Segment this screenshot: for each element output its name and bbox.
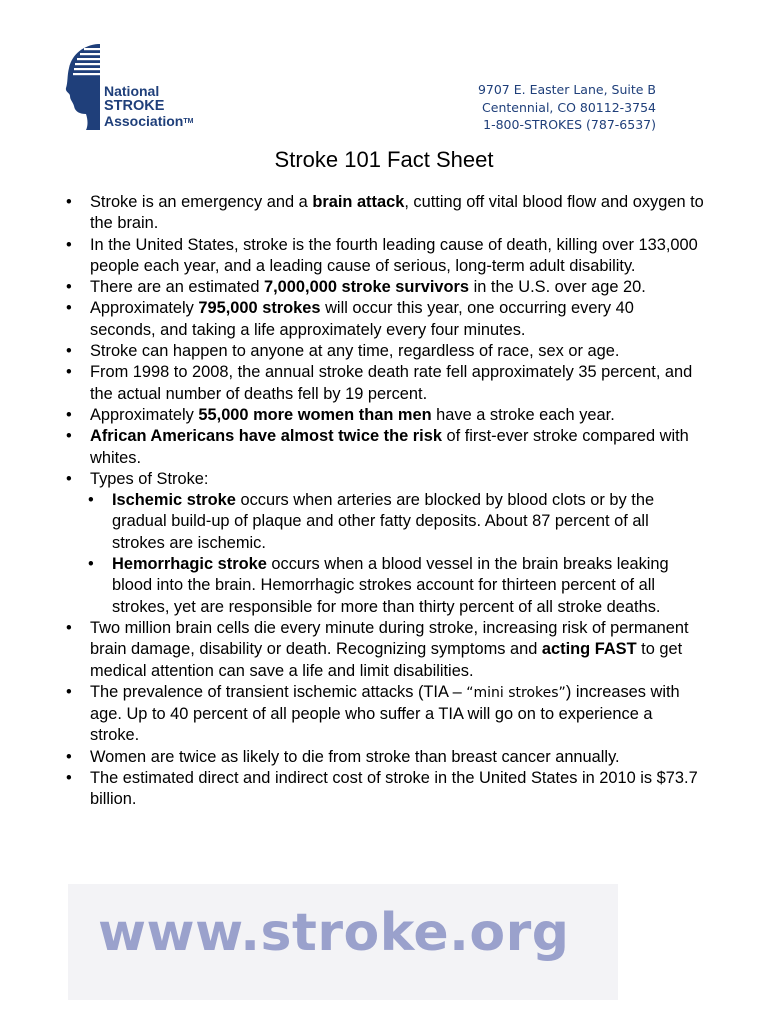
fact-text: The prevalence of transient ischemic attacks (TIA – [90, 682, 467, 701]
fact-item [64, 747, 704, 768]
fact-text: of first-ever stroke compared with whites. [90, 427, 689, 467]
org-name-line1: National [104, 83, 160, 99]
fact-item-types [64, 469, 704, 490]
fact-list [64, 192, 704, 811]
fact-item [64, 405, 704, 426]
org-name-line3 [104, 114, 193, 129]
fact-text: ) increases with age. Up to 40 percent of all people who suffer a TIA will go on to experience a stroke. [90, 682, 680, 745]
org-name-association: Association [104, 113, 184, 129]
fact-text: will occur this year, one occurring every 40 seconds, and taking a life approximately every four minutes. [90, 299, 634, 339]
stroke-type-name: Hemorrhagic stroke [112, 555, 267, 574]
fact-emphasis: 55,000 more women than men [198, 405, 432, 424]
fact-text: Women are twice as likely to die from stroke than breast cancer annually. [90, 747, 620, 766]
fact-item [64, 235, 704, 278]
fact-item [64, 682, 704, 747]
fact-emphasis: brain attack [312, 193, 405, 211]
fact-text: have a stroke each year. [431, 405, 615, 424]
fact-emphasis: acting FAST [541, 640, 637, 659]
fact-text: Stroke is an emergency and a [90, 193, 313, 211]
page-title: Stroke 101 Fact Sheet [274, 147, 494, 172]
fact-text: Stroke can happen to anyone at any time, regardless of race, sex or age. [90, 342, 620, 361]
fact-emphasis: 795,000 strokes [198, 299, 321, 318]
stroke-type-item [64, 490, 704, 554]
fact-text: The estimated direct and indirect cost of stroke in the United States in 2010 is $73.7 billion. [90, 769, 698, 809]
stroke-type-description: occurs when a blood vessel in the brain breaks leaking blood into the brain. Hemorrhagic strokes account for thirteen percent of all strokes, yet are responsible for more than thirty percent of all stroke deaths. [112, 555, 669, 616]
fact-item [64, 426, 704, 469]
address-city: Centennial, CO 80112-3754 [482, 99, 656, 115]
fact-text: to get medical attention can save a life and limit disabilities. [90, 640, 683, 680]
contact-address [478, 81, 656, 134]
fact-emphasis: African Americans have almost twice the risk [90, 427, 442, 446]
fact-item [64, 298, 704, 341]
fact-item [64, 618, 704, 682]
fact-text: Approximately [90, 405, 199, 424]
fact-text: Types of Stroke: [90, 469, 209, 488]
fact-item [64, 192, 704, 235]
fact-text: Two million brain cells die every minute during stroke, increasing risk of permanent brain damage, disability or death. Recognizing symptoms and [90, 618, 689, 659]
website-url[interactable]: www.stroke.org [98, 903, 570, 963]
nsa-logo [64, 40, 214, 140]
address-street: 9707 E. Easter Lane, Suite B [477, 82, 656, 97]
stroke-type-item [64, 554, 704, 618]
head-profile-icon [64, 40, 104, 132]
fact-text: , cutting off vital blood flow and oxygen to the brain. [90, 193, 704, 233]
fact-item [64, 341, 704, 362]
fact-item [64, 768, 704, 811]
fact-text: In the United States, stroke is the fourth leading cause of death, killing over 133,000 people each year, and a leading cause of serious, long-term adult disability. [90, 235, 698, 275]
fact-text: in the U.S. over age 20. [469, 278, 646, 297]
address-phone: 1-800-STROKES (787-6537) [483, 117, 656, 132]
org-name-line2: STROKE [104, 98, 165, 114]
stroke-type-name: Ischemic stroke [112, 491, 236, 510]
fact-text: From 1998 to 2008, the annual stroke death rate fell approximately 35 percent, and the actual number of deaths fell by 19 percent. [90, 363, 693, 403]
stroke-type-description: occurs when arteries are blocked by blood clots or by the gradual build-up of plaque and other fatty deposits. About 87 percent of all strokes are ischemic. [112, 491, 655, 552]
fact-text: Approximately [90, 299, 199, 318]
fact-item [64, 362, 704, 405]
fact-emphasis: 7,000,000 stroke survivors [264, 278, 470, 297]
trademark-mark: TM [183, 118, 194, 125]
tia-quote: “mini strokes” [466, 684, 566, 701]
fact-item [64, 277, 704, 298]
fact-text: There are an estimated [90, 278, 265, 297]
